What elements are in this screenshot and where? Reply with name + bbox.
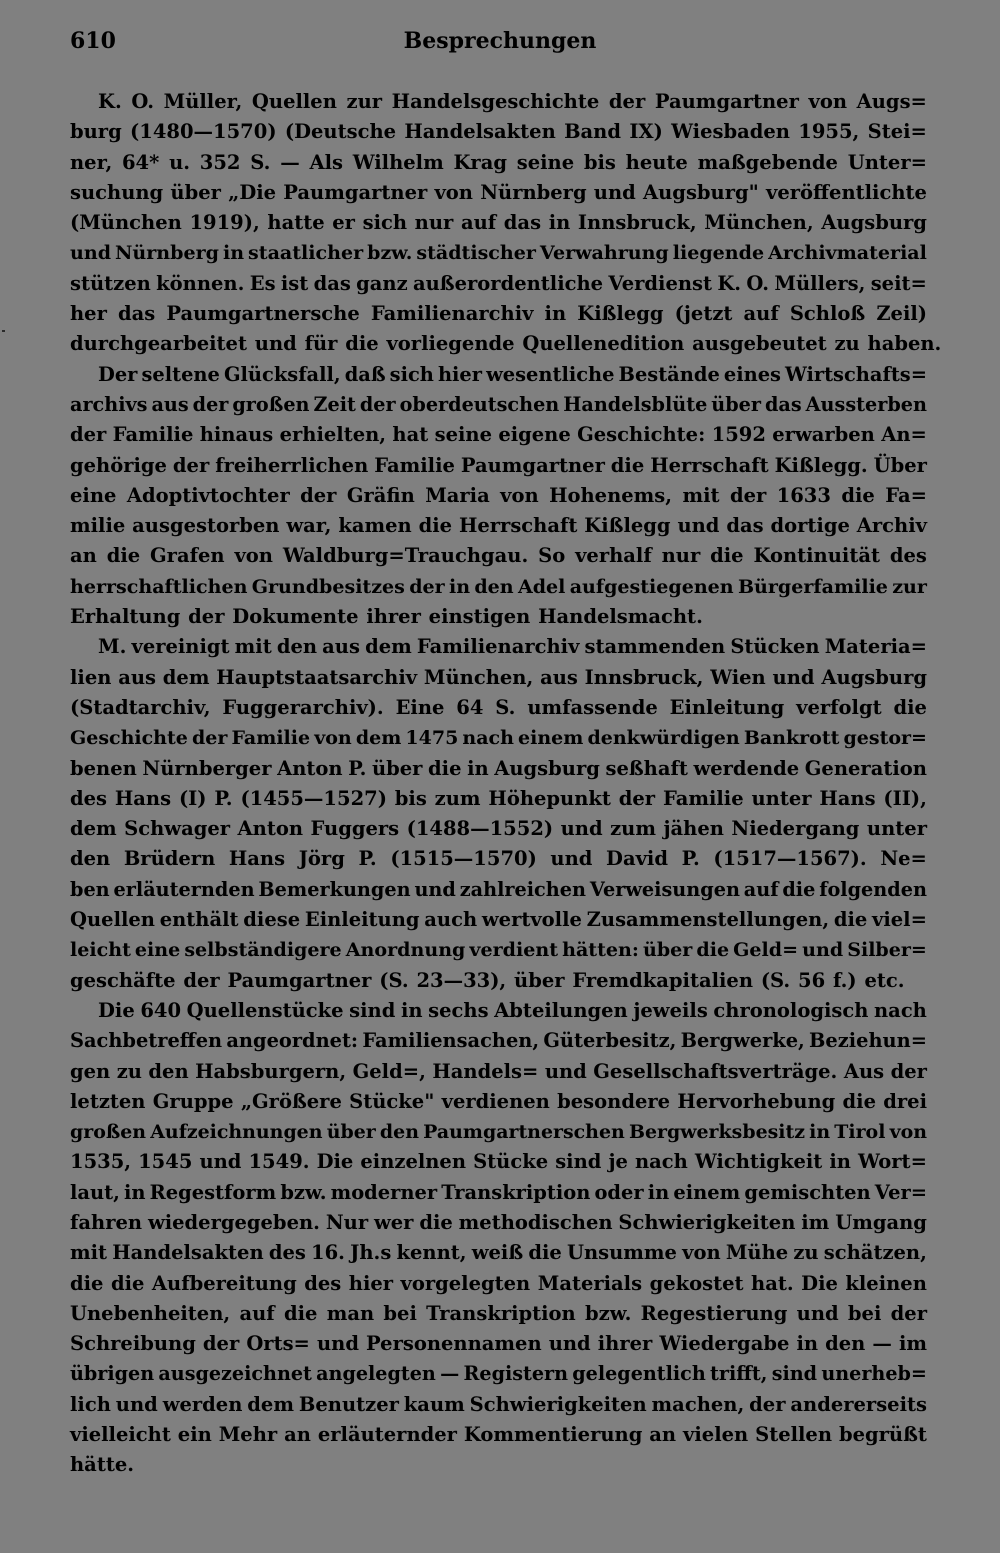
- page-number: 610: [70, 28, 116, 54]
- text-line: gen zu den Habsburgern, Geld=, Handels= und Gesellschaftsverträge. Aus der: [70, 1059, 927, 1083]
- text-line: Quellen enthält diese Einleitung auch wertvolle Zusammenstellungen, die viel=: [70, 908, 927, 932]
- text-line: 1535, 1545 und 1549. Die einzelnen Stücke sind je nach Wichtigkeit in Wort=: [70, 1150, 927, 1174]
- text-line: Sachbetreffen angeordnet: Familiensachen, Güterbesitz, Bergwerke, Beziehun=: [70, 1029, 927, 1053]
- text-line: M. vereinigt mit den aus dem Familienarchiv stammenden Stücken Materia=: [98, 635, 927, 659]
- text-line: stützen können. Es ist das ganz außerordentliche Verdienst K. O. Müllers, seit=: [70, 271, 927, 295]
- text-line: vielleicht ein Mehr an erläuternder Kommentierung an vielen Stellen begrüßt: [70, 1423, 927, 1447]
- text-line: lien aus dem Hauptstaatsarchiv München, aus Innsbruck, Wien und Augsburg: [70, 665, 927, 689]
- page-header: [70, 28, 930, 60]
- text-line: K. O. Müller, Quellen zur Handelsgeschichte der Paumgartner von Augs=: [98, 90, 927, 113]
- text-line: hätte.: [70, 1453, 135, 1477]
- text-line: mit Handelsakten des 16. Jh.s kennt, weiß die Unsumme von Mühe zu schätzen,: [70, 1241, 927, 1265]
- text-line: suchung über „Die Paumgartner von Nürnberg und Augsburg" veröffentlichte: [70, 180, 927, 204]
- text-line: milie ausgestorben war, kamen die Herrschaft Kißlegg und das dortige Archiv: [70, 514, 927, 538]
- text-line: die die Aufbereitung des hier vorgelegten Materials gekostet hat. Die kleinen: [70, 1271, 927, 1295]
- text-line: Geschichte der Familie von dem 1475 nach einem denkwürdigen Bankrott gestor=: [70, 727, 927, 750]
- text-line: übrigen ausgezeichnet angelegten — Registern gelegentlich trifft, sind unerheb=: [70, 1362, 927, 1386]
- text-line: Schreibung der Orts= und Personennamen und ihrer Wiedergabe in den — im: [70, 1332, 927, 1356]
- margin-mark: [2, 330, 5, 332]
- text-line: ben erläuternden Bemerkungen und zahlreichen Verweisungen auf die folgenden: [70, 877, 927, 901]
- text-line: her das Paumgartnersche Familienarchiv in Kißlegg (jetzt auf Schloß Zeil): [70, 302, 927, 326]
- text-line: ner, 64* u. 352 S. — Als Wilhelm Krag seine bis heute maßgebende Unter=: [70, 150, 927, 174]
- text-line: der Familie hinaus erhielten, hat seine eigene Geschichte: 1592 erwarben An=: [70, 423, 927, 447]
- text-line: durchgearbeitet und für die vorliegende Quellenedition ausgebeutet zu haben.: [70, 332, 942, 356]
- text-line: herrschaftlichen Grundbesitzes der in den Adel aufgestiegenen Bürgerfamilie zur: [70, 575, 927, 598]
- text-line: benen Nürnberger Anton P. über die in Augsburg seßhaft werdende Generation: [70, 756, 927, 780]
- text-line: letzten Gruppe „Größere Stücke" verdienen besondere Hervorhebung die drei: [70, 1089, 927, 1113]
- text-line: Der seltene Glücksfall, daß sich hier wesentliche Bestände eines Wirtschafts=: [98, 362, 927, 386]
- review-body-text: [70, 87, 942, 1481]
- text-line: großen Aufzeichnungen über den Paumgartnerschen Bergwerksbesitz in Tirol von: [70, 1121, 927, 1144]
- text-line: Unebenheiten, auf die man bei Transkription bzw. Regestierung und bei der: [70, 1301, 927, 1325]
- text-line: (München 1919), hatte er sich nur auf das in Innsbruck, München, Augsburg: [70, 211, 927, 235]
- text-line: lich und werden dem Benutzer kaum Schwierigkeiten machen, der andererseits: [70, 1392, 927, 1416]
- text-line: gehörige der freiherrlichen Familie Paumgartner die Herrschaft Kißlegg. Über: [70, 453, 927, 477]
- text-line: und Nürnberg in staatlicher bzw. städtischer Verwahrung liegende Archivmaterial: [70, 242, 927, 265]
- text-line: dem Schwager Anton Fuggers (1488—1552) und zum jähen Niedergang unter: [70, 817, 927, 841]
- text-line: Erhaltung der Dokumente ihrer einstigen Handelsmacht.: [70, 605, 703, 629]
- text-line: (Stadtarchiv, Fuggerarchiv). Eine 64 S. umfassende Einleitung verfolgt die: [70, 695, 927, 719]
- text-line: den Brüdern Hans Jörg P. (1515—1570) und David P. (1517—1567). Ne=: [70, 847, 927, 871]
- text-line: fahren wiedergegeben. Nur wer die methodischen Schwierigkeiten im Umgang: [70, 1210, 927, 1234]
- text-line: archivs aus der großen Zeit der oberdeutschen Handelsblüte über das Aussterben: [70, 392, 927, 416]
- text-line: an die Grafen von Waldburg=Trauchgau. So verhalf nur die Kontinuität des: [70, 544, 927, 568]
- text-line: leicht eine selbständigere Anordnung verdient hätten: über die Geld= und Silber=: [70, 939, 927, 962]
- text-line: eine Adoptivtochter der Gräfin Maria von Hohenems, mit der 1633 die Fa=: [70, 483, 927, 507]
- text-line: geschäfte der Paumgartner (S. 23—33), über Fremdkapitalien (S. 56 f.) etc.: [70, 968, 905, 992]
- text-line: burg (1480—1570) (Deutsche Handelsakten Band IX) Wiesbaden 1955, Stei=: [70, 120, 927, 144]
- text-line: laut, in Regestform bzw. moderner Transkription oder in einem gemischten Ver=: [70, 1180, 927, 1204]
- running-head: Besprechungen: [403, 28, 597, 54]
- text-line: des Hans (I) P. (1455—1527) bis zum Höhepunkt der Familie unter Hans (II),: [70, 786, 927, 810]
- text-line: Die 640 Quellenstücke sind in sechs Abteilungen jeweils chronologisch nach: [98, 998, 927, 1022]
